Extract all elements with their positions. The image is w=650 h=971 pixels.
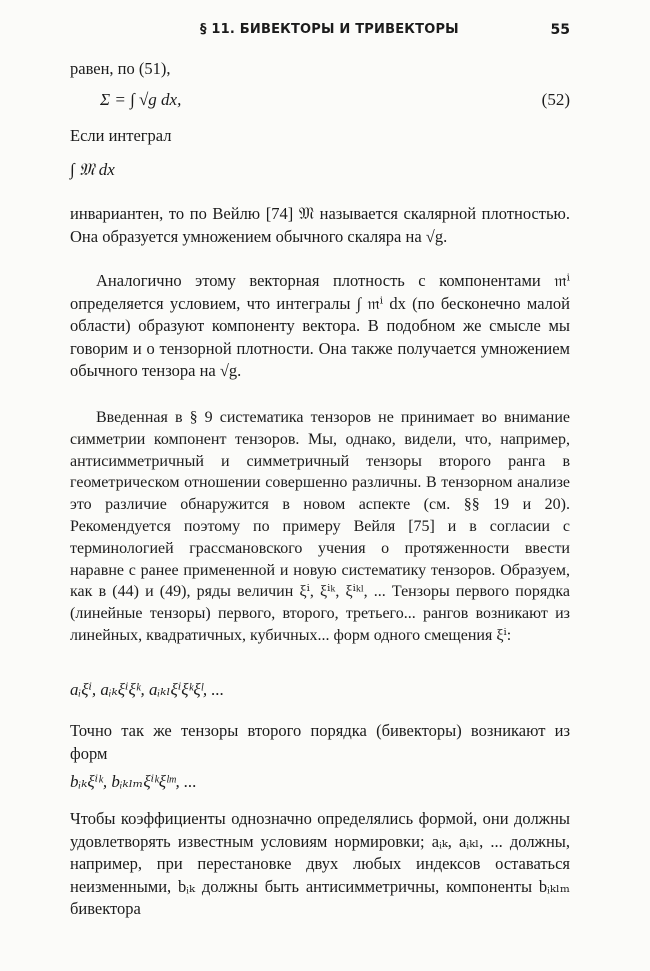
paragraph-intro <box>70 58 570 81</box>
paragraph-text: Чтобы коэффициенты однозначно определялись формой, они должны удовлетворять известным условиям нормировки; aᵢₖ, aᵢₖₗ, ... должны, например, при перестановке двух любых индексов оставаться неизменными, bᵢₖ должны быть антисимметричны, компоненты bᵢₖₗₘ бивектора <box>70 809 570 918</box>
equation-body: ∫ 𝔐 dx <box>70 160 115 179</box>
equation-number: (52) <box>541 90 570 109</box>
equation-body: Σ = ∫ √g dx, <box>100 90 182 109</box>
paragraph-text: равен, по (51), <box>70 59 171 78</box>
equation-forms-first-order <box>70 680 570 700</box>
paragraph-bivectors <box>70 720 570 765</box>
paragraph-if-integral <box>70 125 570 148</box>
paragraph-vector-density <box>70 270 570 383</box>
running-title: § 11. БИВЕКТОРЫ И ТРИВЕКТОРЫ <box>200 22 459 37</box>
paragraph-normalization <box>70 808 570 921</box>
paragraph-systematics <box>70 407 570 647</box>
paragraph-text: Точно так же тензоры второго порядка (бивекторы) возникают из форм <box>70 721 570 763</box>
paragraph-text: инвариантен, то по Вейлю [74] 𝔐 называется скалярной плотностью. Она образуется умножением обычного скаляра на √g. <box>70 204 570 246</box>
page-header <box>70 22 570 48</box>
equation-forms-second-order <box>70 772 570 792</box>
paragraph-scalar-density <box>70 203 570 248</box>
paragraph-text: Введенная в § 9 систематика тензоров не принимает во внимание симметрии компонент тензоров. Мы, однако, видели, что, например, антисимметричный и симметричный тензоры второго ранга в геометрическом отношении совершенно различны. В тензорном анализе это различие обнаружится в новом аспекте (см. §§ 19 и 20). Рекомендуется поэтому по примеру Вейля [75] и в согласии с терминологией грассмановского учения о протяженности ввести наравне с ранее примененной и новую систематику тензоров. Образуем, как в (44) и (49), ряды величин ξⁱ, ξⁱᵏ, ξⁱᵏˡ, ... Тензоры первого порядка (линейные тензоры) первого, второго, третьего... рангов возникают из линейных, квадратичных, кубичных... форм одного смещения ξⁱ: <box>70 409 570 644</box>
equation-integral <box>70 160 570 180</box>
paragraph-text: Аналогично этому векторная плотность с компонентами 𝔪ⁱ определяется условием, что интегралы ∫ 𝔪ⁱ dx (по бесконечно малой области) образуют компоненту вектора. В подобном же смысле мы говорим и о тензорной плотности. Она также получается умножением обычного тензора на √g. <box>70 271 570 380</box>
equation-52 <box>70 90 570 110</box>
equation-body: bᵢₖξⁱᵏ, bᵢₖₗₘξⁱᵏξˡᵐ, ... <box>70 772 197 791</box>
equation-body: aᵢξⁱ, aᵢₖξⁱξᵏ, aᵢₖₗξⁱξᵏξˡ, ... <box>70 680 225 699</box>
paragraph-text: Если интеграл <box>70 126 172 145</box>
page-number: 55 <box>550 22 570 38</box>
